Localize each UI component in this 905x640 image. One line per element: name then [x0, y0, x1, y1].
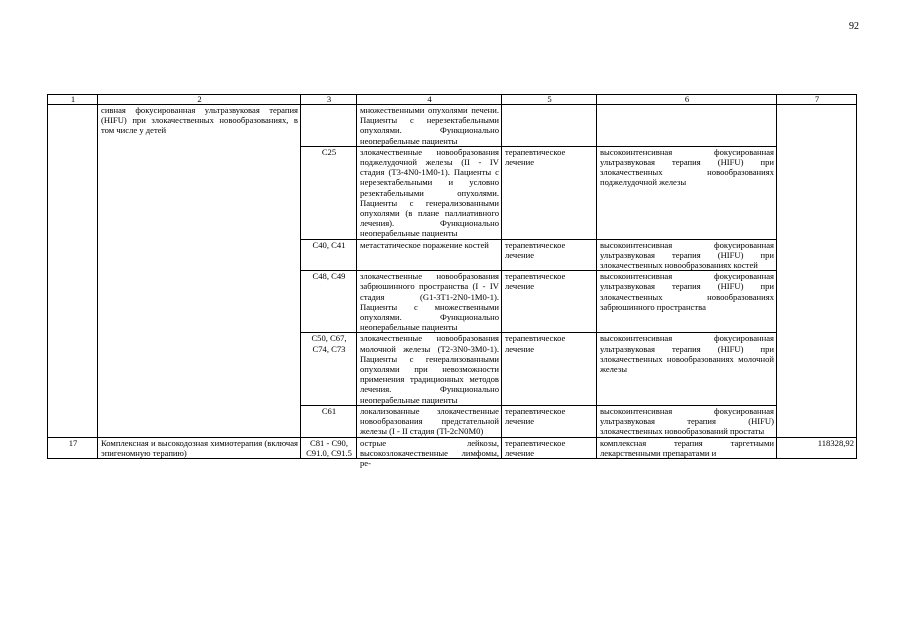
care-type-name-cell: сивная фокусированная ультразвуковая терапия (HIFU) при злокачественных новообразованиях, в том числе у детей [98, 105, 301, 438]
treatment-method-cell: высокоинтенсивная фокусированная ультразвуковая терапия (HIFU) при злокачественных новообразованиях забрюшинного пространства [597, 271, 777, 333]
icd-code-text: C81 - C90, C91.0, C91.5 [306, 437, 352, 458]
patient-model-cell: локализованные злокачественные новообразования предстательной железы (I - II стадия (Tl-2cN0M0) [357, 405, 502, 437]
treatment-type-cell: терапевтическое лечение [502, 271, 597, 333]
treatment-type-cell: терапевтическое лечение [502, 239, 597, 271]
column-header: 3 [301, 95, 357, 105]
table-row [48, 105, 857, 147]
column-header: 2 [98, 95, 301, 105]
patient-model-cell: множественными опухолями печени. Пациенты с нерезектабельными опухолями. Функционально неоперабельные пациенты [357, 105, 502, 147]
treatment-method-cell: высокоинтенсивная фокусированная ультразвуковая терапия (HIFU) злокачественных новообразований простаты [597, 405, 777, 437]
treatment-type-cell: терапевтическое лечение [502, 333, 597, 405]
treatment-type-cell: терапевтическое лечение [502, 405, 597, 437]
patient-model-cell: злокачественные новообразования молочной железы (T2-3N0-3M0-1). Пациенты с генерализованными опухолями при невозможности применения традиционных методов лечения. Функционально неоперабельные пациенты [357, 333, 502, 405]
column-header: 5 [502, 95, 597, 105]
patient-model-cell: злокачественные новообразования поджелудочной железы (II - IV стадия (T3-4N0-1M0-1). Пациенты с нерезектабельными и условно резектабельными опухолями. Пациенты с генерализованными опухолями (в плане паллиативного лечения). Функционально неоперабельные пациенты [357, 146, 502, 239]
icd-code-cell: C40, C41 [301, 239, 357, 271]
row-number-cell: 17 [48, 437, 98, 458]
cost-cell: 118328,92 [777, 437, 857, 458]
patient-model-cell: метастатическое поражение костей [357, 239, 502, 271]
icd-code-cell: C61 [301, 405, 357, 437]
column-header: 4 [357, 95, 502, 105]
column-header: 7 [777, 95, 857, 105]
medical-care-table [47, 94, 857, 468]
table-row [48, 437, 857, 458]
page-number: 92 [849, 21, 859, 32]
icd-code-cell: C48, C49 [301, 271, 357, 333]
icd-code-cell: C25 [301, 146, 357, 239]
treatment-method-cell: высокоинтенсивная фокусированная ультразвуковая терапия (HIFU) при злокачественных новообразованиях молочной железы [597, 333, 777, 405]
treatment-type-cell [502, 437, 597, 458]
icd-code-cell [301, 105, 357, 147]
treatment-method-cell [597, 437, 777, 458]
patient-model-text: острые лейкозы, высокозлокачественные лимфомы, ре- [360, 437, 499, 468]
treatment-type-cell [502, 105, 597, 147]
icd-code-cell [301, 437, 357, 458]
patient-model-cell [357, 437, 502, 468]
treatment-type-text: терапевтическое лечение [505, 437, 566, 458]
icd-code-cell: C50, C67, C74, C73 [301, 333, 357, 405]
treatment-method-text: комплексная терапия таргетными лекарственными препаратами и [600, 437, 774, 458]
treatment-type-cell: терапевтическое лечение [502, 146, 597, 239]
column-header: 1 [48, 95, 98, 105]
column-header: 6 [597, 95, 777, 105]
care-type-name-cell [98, 437, 301, 458]
patient-model-cell: злокачественные новообразования забрюшинного пространства (I - IV стадия (G1-3T1-2N0-1M0-1). Пациенты с множественными опухолями. Функционально неоперабельные пациенты [357, 271, 502, 333]
treatment-method-cell [597, 105, 777, 147]
table-header-row [48, 95, 857, 105]
cost-cell [777, 105, 857, 438]
row-number-cell [48, 105, 98, 438]
treatment-method-cell: высокоинтенсивная фокусированная ультразвуковая терапия (HIFU) при злокачественных новообразованиях поджелудочной железы [597, 146, 777, 239]
care-type-name-text: Комплексная и высокодозная химиотерапия (включая эпигеномную терапию) [101, 437, 298, 458]
treatment-method-cell: высокоинтенсивная фокусированная ультразвуковая терапия (HIFU) при злокачественных новообразованиях костей [597, 239, 777, 271]
